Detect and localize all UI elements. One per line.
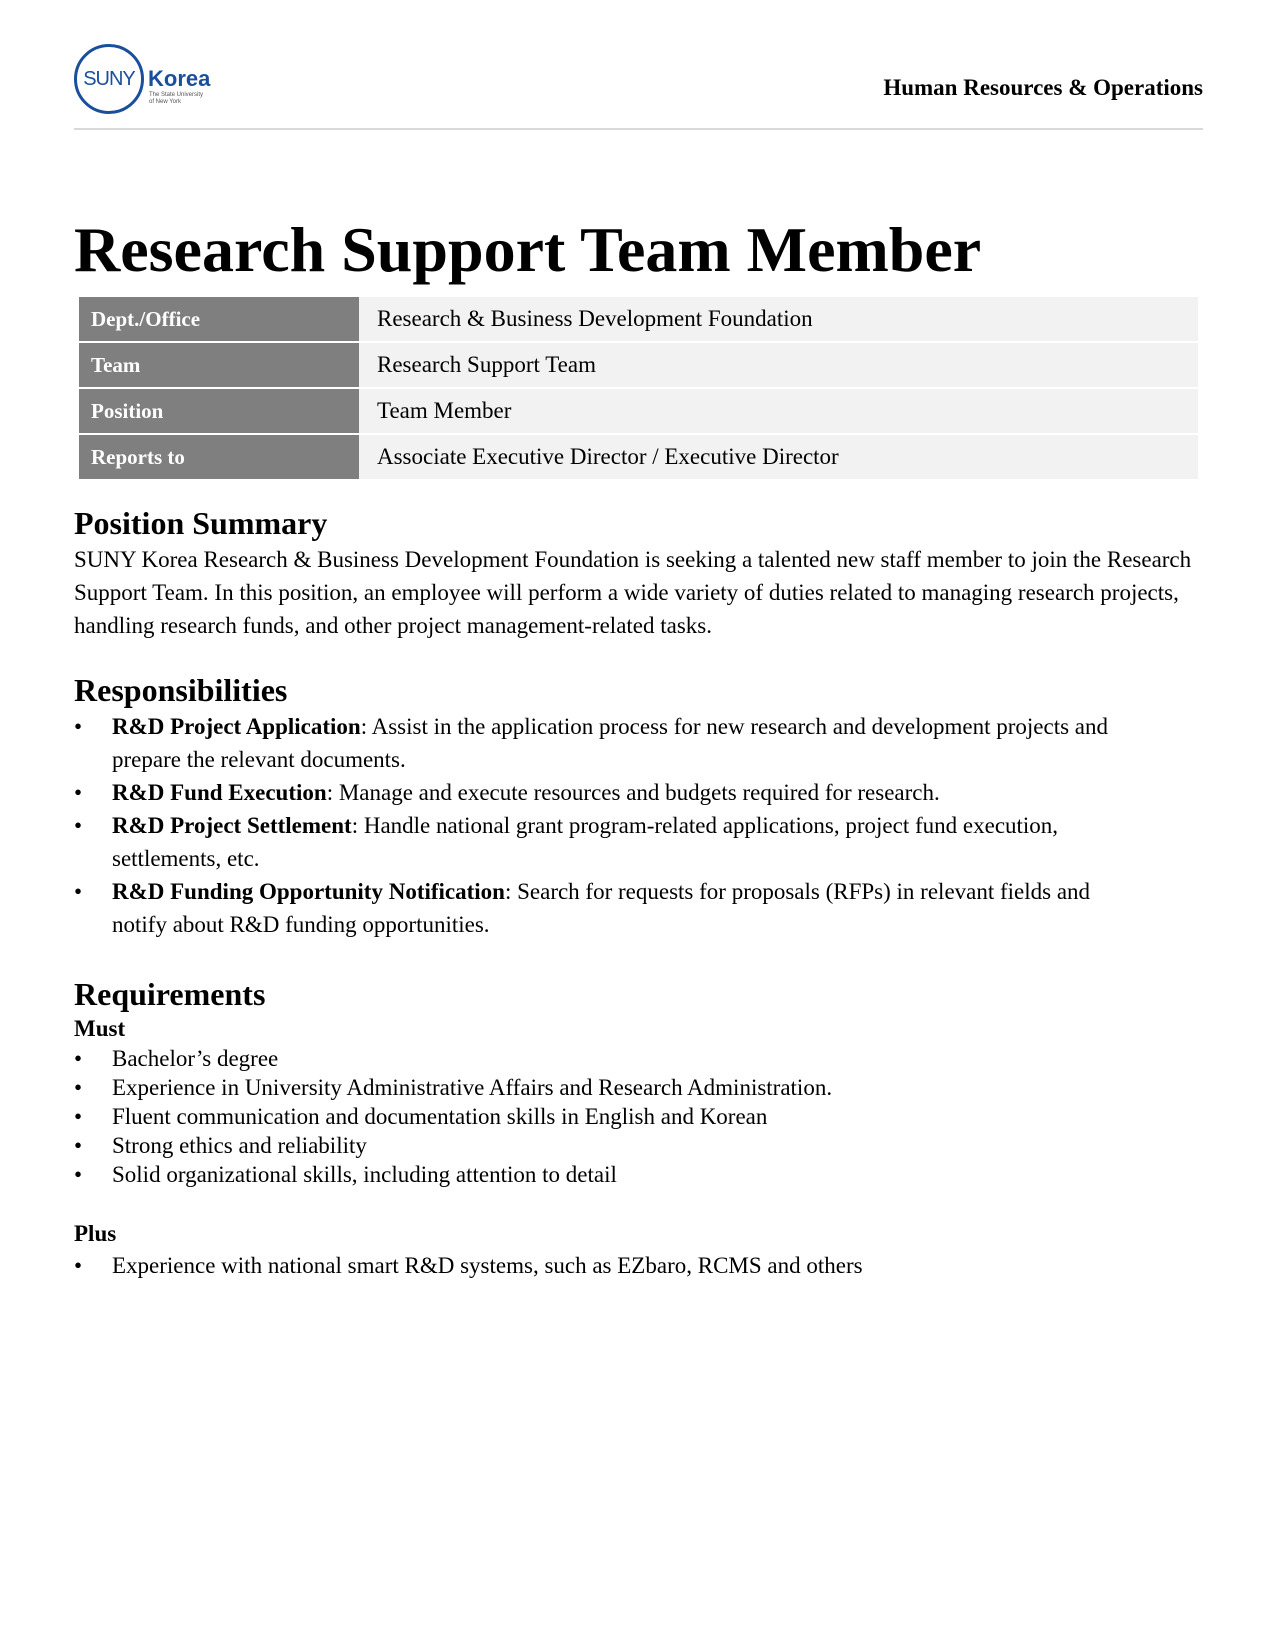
- bullet-icon: •: [74, 1075, 83, 1100]
- item-title: R&D Project Settlement: [112, 813, 352, 838]
- item-text: Strong ethics and reliability: [112, 1133, 367, 1158]
- bullet-icon: •: [74, 1104, 83, 1129]
- bullet-icon: •: [74, 813, 83, 838]
- list-item: [74, 1249, 1204, 1282]
- page-title: Research Support Team Member: [74, 214, 982, 285]
- list-item: [74, 1073, 1204, 1102]
- item-title: R&D Funding Opportunity Notification: [112, 879, 505, 904]
- list-item: [74, 1160, 1204, 1189]
- logo-subtitle: The State University of New York: [149, 92, 204, 105]
- item-title: R&D Project Application: [112, 714, 361, 739]
- logo-text: SUNY: [83, 67, 135, 90]
- bullet-icon: •: [74, 1253, 83, 1278]
- bullet-icon: •: [74, 1046, 83, 1071]
- list-item: [74, 776, 1142, 809]
- must-list: [74, 1044, 1204, 1189]
- summary-text: SUNY Korea Research & Business Development Foundation is seeking a talented new staff member to join the Research Support Team. In this position, an employee will perform a wide variety of duties related to managing research projects, handling research funds, and other project management-related tasks.: [74, 547, 1192, 638]
- info-label: Team: [79, 343, 359, 389]
- info-row-dept: [79, 297, 1198, 343]
- info-label: Reports to: [79, 435, 359, 481]
- info-label: Dept./Office: [79, 297, 359, 343]
- item-title: R&D Fund Execution: [112, 780, 327, 805]
- item-text: Fluent communication and documentation skills in English and Korean: [112, 1104, 768, 1129]
- info-value: Research Support Team: [359, 343, 1198, 389]
- info-row-team: [79, 343, 1198, 389]
- bullet-icon: •: [74, 1162, 83, 1187]
- section-heading: Position Summary: [74, 505, 328, 541]
- item-text: : Search for requests for proposals (RFPs) in relevant fields and notify about R&D funding opportunities.: [112, 879, 1091, 937]
- info-label: Position: [79, 389, 359, 435]
- responsibilities-section: [74, 670, 1204, 941]
- list-item: [74, 809, 1142, 875]
- item-text: : Manage and execute resources and budgets required for research.: [326, 780, 940, 805]
- bullet-icon: •: [74, 780, 83, 805]
- bullet-icon: •: [74, 714, 83, 739]
- department-name: Human Resources & Operations: [883, 75, 1203, 100]
- bullet-icon: •: [74, 879, 83, 904]
- info-row-position: [79, 389, 1198, 435]
- logo-circle-icon: [74, 44, 144, 114]
- list-item: [74, 1044, 1204, 1073]
- logo-word: Korea: [148, 66, 211, 91]
- must-heading: Must: [74, 1016, 126, 1041]
- list-item: [74, 1102, 1204, 1131]
- section-heading: Responsibilities: [74, 672, 288, 708]
- plus-heading: Plus: [74, 1221, 117, 1246]
- item-text: Solid organizational skills, including attention to detail: [112, 1162, 617, 1187]
- info-value: Associate Executive Director / Executive Director: [359, 435, 1198, 481]
- list-item: [74, 875, 1142, 941]
- position-summary-section: [74, 503, 1204, 642]
- page-header: [74, 42, 1203, 130]
- position-info-table: [79, 297, 1198, 481]
- suny-korea-logo: [74, 44, 214, 116]
- plus-list: [74, 1249, 1204, 1282]
- item-text: : Assist in the application process for new research and development projects and prepare the relevant documents.: [112, 714, 1108, 772]
- item-text: Experience in University Administrative Affairs and Research Administration.: [112, 1075, 833, 1100]
- bullet-icon: •: [74, 1133, 83, 1158]
- item-text: Experience with national smart R&D systems, such as EZbaro, RCMS and others: [112, 1253, 863, 1278]
- section-heading: Requirements: [74, 976, 266, 1012]
- info-row-reports-to: [79, 435, 1198, 481]
- list-item: [74, 710, 1142, 776]
- info-value: Research & Business Development Foundation: [359, 297, 1198, 343]
- item-text: : Handle national grant program-related applications, project fund execution, settlements, etc.: [112, 813, 1059, 871]
- item-text: Bachelor’s degree: [112, 1046, 279, 1071]
- list-item: [74, 1131, 1204, 1160]
- info-value: Team Member: [359, 389, 1198, 435]
- requirements-section: [74, 974, 1204, 1282]
- responsibilities-list: [74, 710, 1204, 941]
